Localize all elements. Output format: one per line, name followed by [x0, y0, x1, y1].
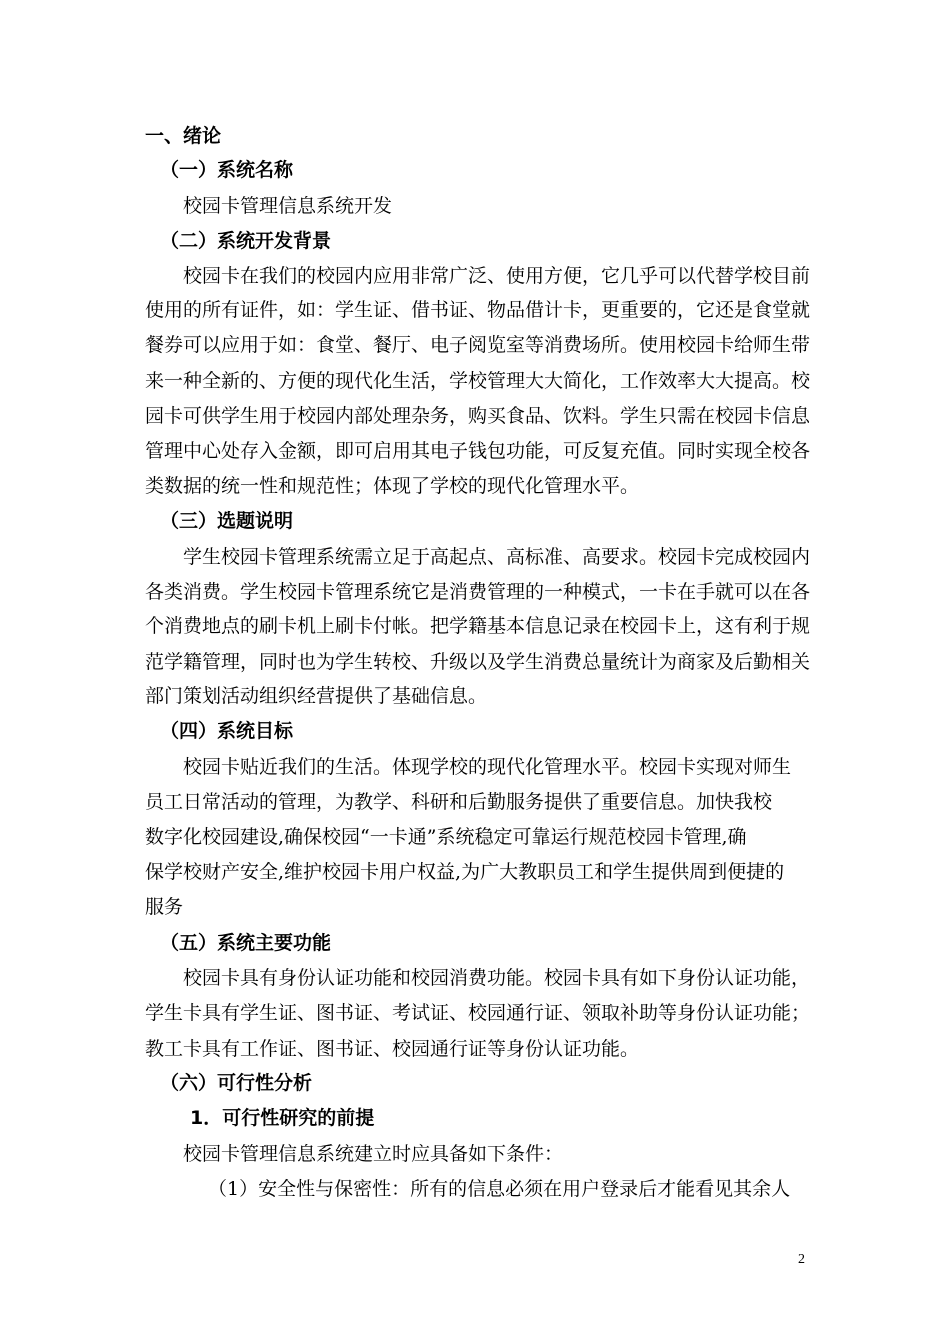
- paragraph-line: 类数据的统一性和规范性；体现了学校的现代化管理水平。: [145, 475, 640, 497]
- paragraph-line: 教工卡具有工作证、图书证、校园通行证等身份认证功能。: [145, 1038, 640, 1060]
- list-item: （1）安全性与保密性：所有的信息必须在用户登录后才能看见其余人: [208, 1178, 791, 1200]
- section-heading-functions: （五）系统主要功能: [160, 932, 332, 954]
- paragraph-line: 服务: [145, 896, 184, 918]
- section-heading-system-name: （一）系统名称: [160, 159, 294, 181]
- section-heading-background: （二）系统开发背景: [160, 230, 332, 252]
- section-heading-goals: （四）系统目标: [160, 720, 294, 742]
- paragraph-line: 个消费地点的刷卡机上刷卡付帐。把学籍基本信息记录在校园卡上，这有利于规: [145, 615, 811, 637]
- paragraph-line: 校园卡管理信息系统建立时应具备如下条件：: [183, 1143, 564, 1165]
- paragraph-line: 校园卡贴近我们的生活。体现学校的现代化管理水平。校园卡实现对师生: [183, 756, 792, 778]
- paragraph-line: 校园卡具有身份认证功能和校园消费功能。校园卡具有如下身份认证功能，: [183, 967, 811, 989]
- paragraph-line: 餐券可以应用于如：食堂、餐厅、电子阅览室等消费场所。使用校园卡给师生带: [145, 334, 811, 356]
- subsection-heading-premise: 1．可行性研究的前提: [190, 1107, 375, 1129]
- section-heading-topic: （三）选题说明: [160, 510, 294, 532]
- paragraph-line: 保学校财产安全,维护校园卡用户权益,为广大教职员工和学生提供周到便捷的: [145, 861, 785, 883]
- paragraph-line: 校园卡在我们的校园内应用非常广泛、使用方便，它几乎可以代替学校目前: [183, 265, 811, 287]
- paragraph-line: 数字化校园建设,确保校园“一卡通”系统稳定可靠运行规范校园卡管理,确: [145, 826, 747, 848]
- chapter-heading: 一、绪论: [145, 125, 222, 147]
- paragraph-line: 校园卡管理信息系统开发: [183, 195, 393, 217]
- paragraph-line: 学生卡具有学生证、图书证、考试证、校园通行证、领取补助等身份认证功能；: [145, 1002, 811, 1024]
- paragraph-line: 使用的所有证件，如：学生证、借书证、物品借计卡，更重要的，它还是食堂就: [145, 299, 811, 321]
- paragraph-line: 各类消费。学生校园卡管理系统它是消费管理的一种模式，一卡在手就可以在各: [145, 581, 811, 603]
- paragraph-line: 来一种全新的、方便的现代化生活，学校管理大大简化，工作效率大大提高。校: [145, 370, 811, 392]
- paragraph-line: 园卡可供学生用于校园内部处理杂务，购买食品、饮料。学生只需在校园卡信息: [145, 405, 811, 427]
- paragraph-line: 学生校园卡管理系统需立足于高起点、高标准、高要求。校园卡完成校园内: [183, 546, 811, 568]
- paragraph-line: 部门策划活动组织经营提供了基础信息。: [145, 685, 488, 707]
- page-number: 2: [798, 1252, 805, 1267]
- paragraph-line: 管理中心处存入金额，即可启用其电子钱包功能，可反复充值。同时实现全校各: [145, 440, 811, 462]
- paragraph-line: 员工日常活动的管理，为教学、科研和后勤服务提供了重要信息。加快我校: [145, 791, 773, 813]
- section-heading-feasibility: （六）可行性分析: [160, 1072, 313, 1094]
- paragraph-line: 范学籍管理，同时也为学生转校、升级以及学生消费总量统计为商家及后勤相关: [145, 651, 811, 673]
